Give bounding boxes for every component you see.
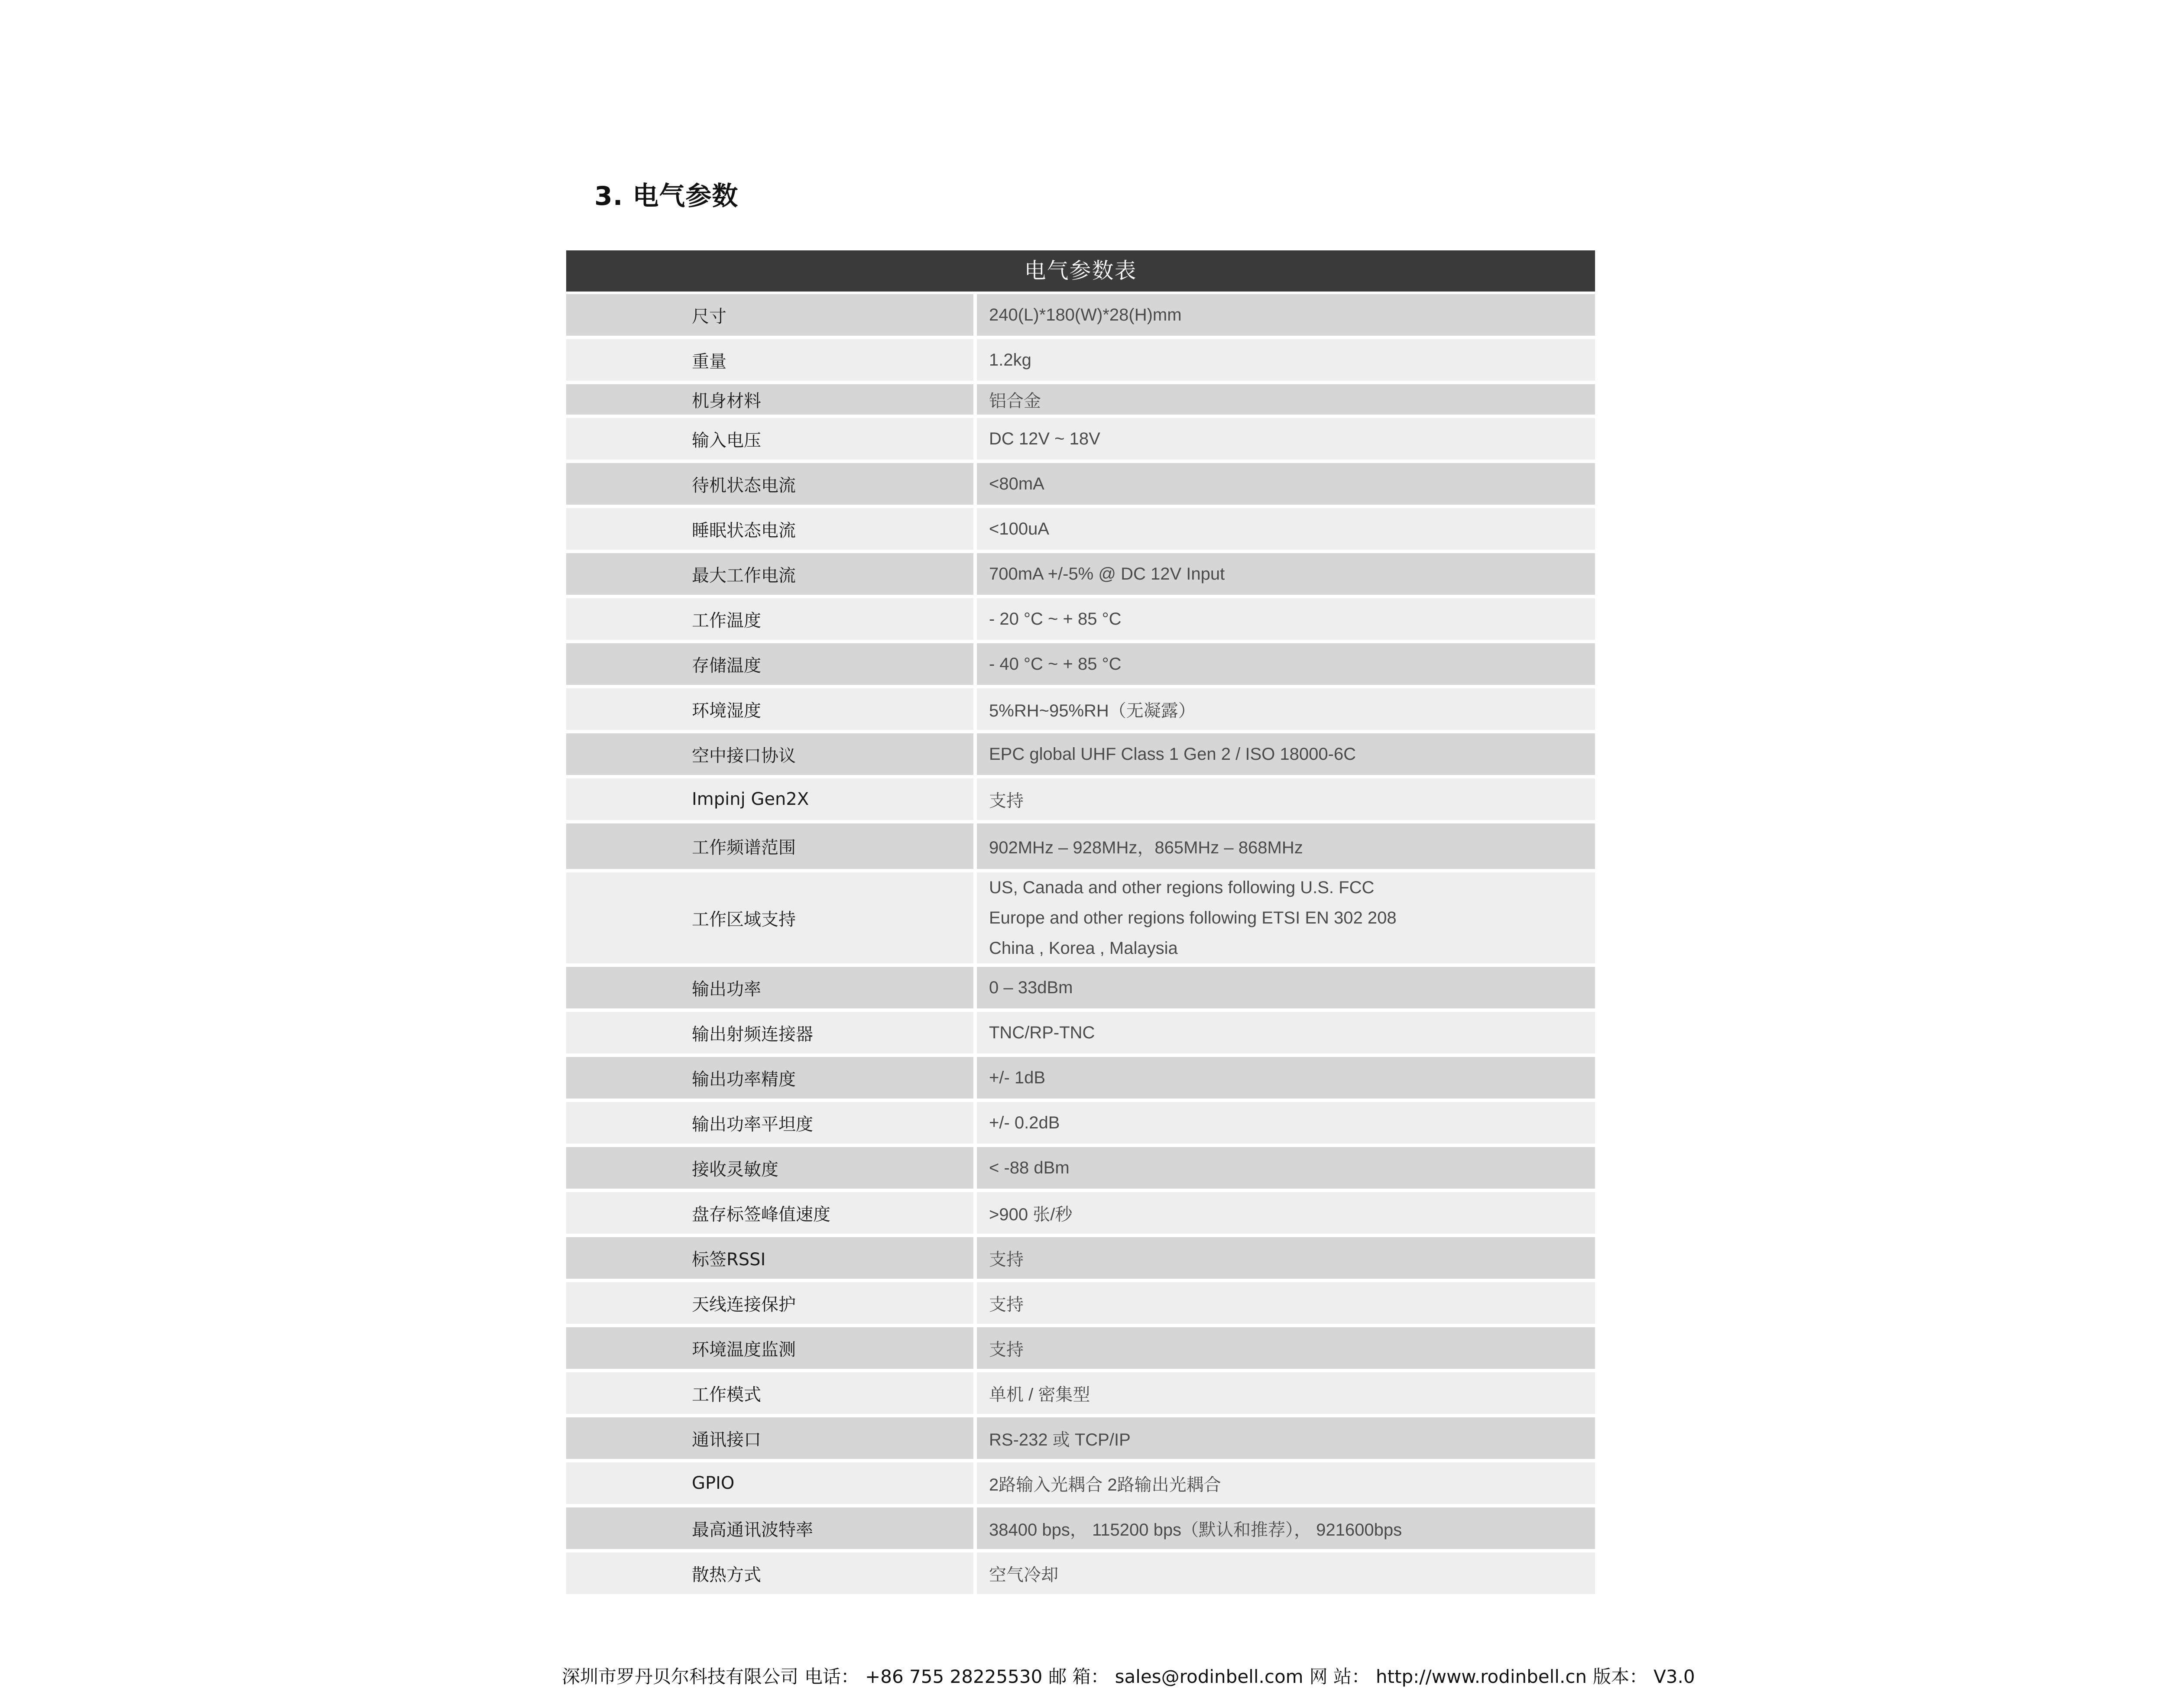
parameter-value: 支持: [977, 1237, 1595, 1279]
parameter-label: 输出功率精度: [566, 1057, 973, 1099]
parameter-value-line: US, Canada and other regions following U.S. FCC: [989, 878, 1375, 897]
parameter-value: TNC/RP-TNC: [977, 1012, 1595, 1053]
parameter-label: 尺寸: [566, 294, 973, 336]
parameter-value-multiline: [977, 872, 1595, 963]
footer-email: sales@rodinbell.com: [1115, 1666, 1303, 1687]
parameter-label: 输出功率: [566, 967, 973, 1008]
parameter-value: 5%RH~95%RH（无凝露）: [977, 688, 1595, 730]
parameter-label: 天线连接保护: [566, 1282, 973, 1324]
value-lines: [989, 872, 1397, 963]
parameter-label: 输入电压: [566, 418, 973, 460]
parameter-label: 机身材料: [566, 384, 973, 415]
parameter-label: 最高通讯波特率: [566, 1507, 973, 1549]
parameter-value: 700mA +/-5% @ DC 12V Input: [977, 553, 1595, 595]
parameter-value: 支持: [977, 1282, 1595, 1324]
table-row: [566, 508, 1595, 550]
parameter-label: Impinj Gen2X: [566, 778, 973, 820]
table-row: [566, 1102, 1595, 1144]
parameter-label: 标签RSSI: [566, 1237, 973, 1279]
parameter-value: +/- 1dB: [977, 1057, 1595, 1099]
footer-phone: +86 755 28225530: [865, 1666, 1043, 1687]
footer-phone-label: 电话：: [804, 1666, 859, 1687]
parameter-label: 工作模式: [566, 1372, 973, 1414]
table-title: 电气参数表: [566, 250, 1595, 292]
footer-version: V3.0: [1654, 1666, 1695, 1687]
table-row: [566, 1462, 1595, 1504]
table-row: [566, 463, 1595, 505]
footer-version-label: 版本：: [1593, 1666, 1648, 1687]
table-row: [566, 1237, 1595, 1279]
parameter-label: 环境温度监测: [566, 1327, 973, 1369]
parameter-value: >900 张/秒: [977, 1192, 1595, 1234]
parameter-label: 最大工作电流: [566, 553, 973, 595]
parameter-label: 接收灵敏度: [566, 1147, 973, 1189]
parameter-value: DC 12V ~ 18V: [977, 418, 1595, 460]
table-row: [566, 733, 1595, 775]
parameter-value: <80mA: [977, 463, 1595, 505]
parameter-label: 待机状态电流: [566, 463, 973, 505]
parameter-value: 支持: [977, 1327, 1595, 1369]
parameter-label: 散热方式: [566, 1552, 973, 1594]
table-row: [566, 294, 1595, 336]
table-row: [566, 1552, 1595, 1594]
parameter-label: GPIO: [566, 1462, 973, 1504]
footer-company: 深圳市罗丹贝尔科技有限公司: [562, 1666, 799, 1687]
parameter-value: 902MHz – 928MHz，865MHz – 868MHz: [977, 823, 1595, 869]
parameter-value: EPC global UHF Class 1 Gen 2 / ISO 18000-6C: [977, 733, 1595, 775]
parameter-value: < -88 dBm: [977, 1147, 1595, 1189]
table-row: [566, 1192, 1595, 1234]
parameter-value: 0 – 33dBm: [977, 967, 1595, 1008]
table-row: [566, 339, 1595, 381]
parameter-value: 2路输入光耦合 2路输出光耦合: [977, 1462, 1595, 1504]
table-row: [566, 1327, 1595, 1369]
parameter-value: 单机 / 密集型: [977, 1372, 1595, 1414]
table-row: [566, 1057, 1595, 1099]
parameter-label: 输出射频连接器: [566, 1012, 973, 1053]
parameter-label: 通讯接口: [566, 1417, 973, 1459]
parameter-label: 工作温度: [566, 598, 973, 640]
table-row: [566, 1012, 1595, 1053]
parameter-value: RS-232 或 TCP/IP: [977, 1417, 1595, 1459]
table-row: [566, 778, 1595, 820]
parameter-label: 环境湿度: [566, 688, 973, 730]
table-body: [566, 294, 1595, 1594]
parameter-label: 重量: [566, 339, 973, 381]
parameter-value: +/- 0.2dB: [977, 1102, 1595, 1144]
parameter-value-line: China , Korea , Malaysia: [989, 939, 1178, 958]
parameter-label: 空中接口协议: [566, 733, 973, 775]
parameter-label: 输出功率平坦度: [566, 1102, 973, 1144]
parameter-value: 240(L)*180(W)*28(H)mm: [977, 294, 1595, 336]
table-row: [566, 1282, 1595, 1324]
footer-email-label: 邮 箱：: [1048, 1666, 1109, 1687]
electrical-parameters-table: [566, 250, 1595, 1598]
parameter-label: 工作区域支持: [566, 872, 973, 963]
footer-website-label: 网 站：: [1309, 1666, 1370, 1687]
section-heading: 3. 电气参数: [594, 181, 739, 211]
page-footer: [562, 1663, 1701, 1689]
parameter-value: 38400 bps， 115200 bps（默认和推荐）， 921600bps: [977, 1507, 1595, 1549]
parameter-label: 工作频谱范围: [566, 823, 973, 869]
table-row: [566, 823, 1595, 869]
parameter-value: - 20 °C ~ + 85 °C: [977, 598, 1595, 640]
parameter-label: 盘存标签峰值速度: [566, 1192, 973, 1234]
table-row: [566, 553, 1595, 595]
table-row: [566, 967, 1595, 1008]
parameter-value: 支持: [977, 778, 1595, 820]
table-row: [566, 384, 1595, 415]
table-row: [566, 1507, 1595, 1549]
footer-website: http://www.rodinbell.cn: [1375, 1666, 1587, 1687]
parameter-value: 空气冷却: [977, 1552, 1595, 1594]
parameter-value: - 40 °C ~ + 85 °C: [977, 643, 1595, 685]
table-row: [566, 1147, 1595, 1189]
parameter-value: 铝合金: [977, 384, 1595, 415]
parameter-value: <100uA: [977, 508, 1595, 550]
parameter-value-line: Europe and other regions following ETSI EN 302 208: [989, 908, 1397, 927]
table-row: [566, 688, 1595, 730]
table-row: [566, 598, 1595, 640]
parameter-label: 存储温度: [566, 643, 973, 685]
table-row: [566, 418, 1595, 460]
parameter-label: 睡眠状态电流: [566, 508, 973, 550]
table-row: [566, 1417, 1595, 1459]
table-row: [566, 643, 1595, 685]
table-row: [566, 1372, 1595, 1414]
table-row: [566, 872, 1595, 963]
parameter-value: 1.2kg: [977, 339, 1595, 381]
